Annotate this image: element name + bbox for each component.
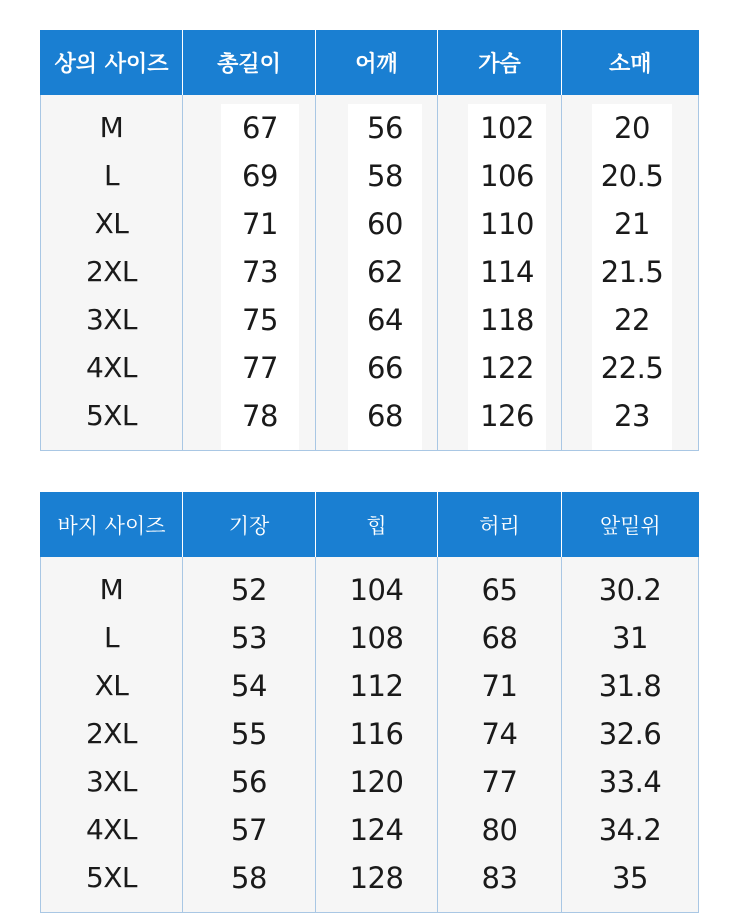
size-label: 3XL xyxy=(85,303,138,336)
measurement-value: 55 xyxy=(231,717,267,751)
measurement-value: 112 xyxy=(349,669,404,703)
bottom-table-header-row xyxy=(41,492,699,557)
top-header-sleeve: 소매 xyxy=(562,30,699,95)
measurement-value: 126 xyxy=(480,399,534,433)
measurement-value: 116 xyxy=(349,717,404,751)
size-label: M xyxy=(99,111,124,144)
measurement-value: 71 xyxy=(242,207,278,241)
top-size-column xyxy=(41,95,183,451)
measurement-value: 108 xyxy=(349,621,404,655)
measurement-value: 67 xyxy=(242,111,278,145)
measurement-value: 104 xyxy=(349,573,404,607)
size-label: 4XL xyxy=(85,351,138,384)
measurement-value: 120 xyxy=(349,765,404,799)
measurement-value: 80 xyxy=(481,813,518,847)
bottom-header-length: 기장 xyxy=(183,492,316,557)
measurement-value: 102 xyxy=(480,111,534,145)
measurement-value: 60 xyxy=(367,207,403,241)
measurement-value: 106 xyxy=(480,159,534,193)
measurement-value: 32.6 xyxy=(598,717,662,751)
top-chest-column xyxy=(438,95,562,451)
bottom-size-table xyxy=(40,492,699,913)
measurement-value: 68 xyxy=(481,621,518,655)
measurement-value: 124 xyxy=(349,813,404,847)
size-label: 3XL xyxy=(85,765,138,798)
size-label: 4XL xyxy=(85,813,138,846)
measurement-value: 114 xyxy=(480,255,534,289)
measurement-value: 110 xyxy=(480,207,534,241)
bottom-header-size: 바지 사이즈 xyxy=(41,492,183,557)
bottom-front-rise-column xyxy=(562,557,699,913)
top-size-table xyxy=(40,30,699,451)
measurement-value: 53 xyxy=(231,621,267,655)
bottom-header-front-rise: 앞밑위 xyxy=(562,492,699,557)
bottom-header-hip: 힙 xyxy=(316,492,438,557)
measurement-value: 54 xyxy=(231,669,267,703)
measurement-value: 118 xyxy=(480,303,534,337)
measurement-value: 52 xyxy=(231,573,267,607)
size-label: XL xyxy=(94,207,129,240)
size-label: 5XL xyxy=(85,399,138,432)
size-label: 2XL xyxy=(85,717,138,750)
measurement-value: 78 xyxy=(242,399,278,433)
bottom-size-column xyxy=(41,557,183,913)
measurement-value: 77 xyxy=(242,351,278,385)
top-header-chest: 가슴 xyxy=(438,30,562,95)
top-header-shoulder: 어깨 xyxy=(316,30,438,95)
measurement-value: 22.5 xyxy=(600,351,664,385)
measurement-value: 33.4 xyxy=(598,765,662,799)
measurement-value: 73 xyxy=(242,255,278,289)
measurement-value: 20.5 xyxy=(600,159,664,193)
measurement-value: 58 xyxy=(367,159,403,193)
measurement-value: 62 xyxy=(367,255,403,289)
measurement-value: 83 xyxy=(481,861,518,895)
top-shoulder-column xyxy=(316,95,438,451)
top-total-length-column xyxy=(183,95,316,451)
measurement-value: 57 xyxy=(231,813,267,847)
measurement-value: 35 xyxy=(612,861,648,895)
measurement-value: 21.5 xyxy=(600,255,664,289)
measurement-value: 77 xyxy=(481,765,518,799)
measurement-value: 21 xyxy=(614,207,650,241)
measurement-value: 20 xyxy=(614,111,650,145)
top-sleeve-column xyxy=(562,95,699,451)
bottom-header-waist: 허리 xyxy=(438,492,562,557)
size-label: L xyxy=(103,159,120,192)
size-label: 5XL xyxy=(85,861,138,894)
measurement-value: 31 xyxy=(612,621,648,655)
measurement-value: 74 xyxy=(481,717,518,751)
measurement-value: 64 xyxy=(367,303,403,337)
bottom-hip-column xyxy=(316,557,438,913)
measurement-value: 30.2 xyxy=(598,573,662,607)
size-label: 2XL xyxy=(85,255,138,288)
measurement-value: 75 xyxy=(242,303,278,337)
measurement-value: 122 xyxy=(480,351,534,385)
top-table-body-row xyxy=(41,95,699,451)
size-label: M xyxy=(99,573,124,606)
top-table-header-row xyxy=(41,30,699,95)
bottom-length-column xyxy=(183,557,316,913)
bottom-waist-column xyxy=(438,557,562,913)
measurement-value: 56 xyxy=(367,111,403,145)
measurement-value: 23 xyxy=(614,399,650,433)
top-header-total-length: 총길이 xyxy=(183,30,316,95)
measurement-value: 22 xyxy=(614,303,650,337)
measurement-value: 69 xyxy=(242,159,278,193)
measurement-value: 34.2 xyxy=(598,813,662,847)
bottom-table-body-row xyxy=(41,557,699,913)
measurement-value: 71 xyxy=(481,669,518,703)
measurement-value: 56 xyxy=(231,765,267,799)
size-label: XL xyxy=(94,669,129,702)
measurement-value: 65 xyxy=(481,573,518,607)
measurement-value: 68 xyxy=(367,399,403,433)
top-header-size: 상의 사이즈 xyxy=(41,30,183,95)
measurement-value: 31.8 xyxy=(598,669,662,703)
measurement-value: 128 xyxy=(349,861,404,895)
measurement-value: 58 xyxy=(231,861,267,895)
size-label: L xyxy=(103,621,120,654)
measurement-value: 66 xyxy=(367,351,403,385)
